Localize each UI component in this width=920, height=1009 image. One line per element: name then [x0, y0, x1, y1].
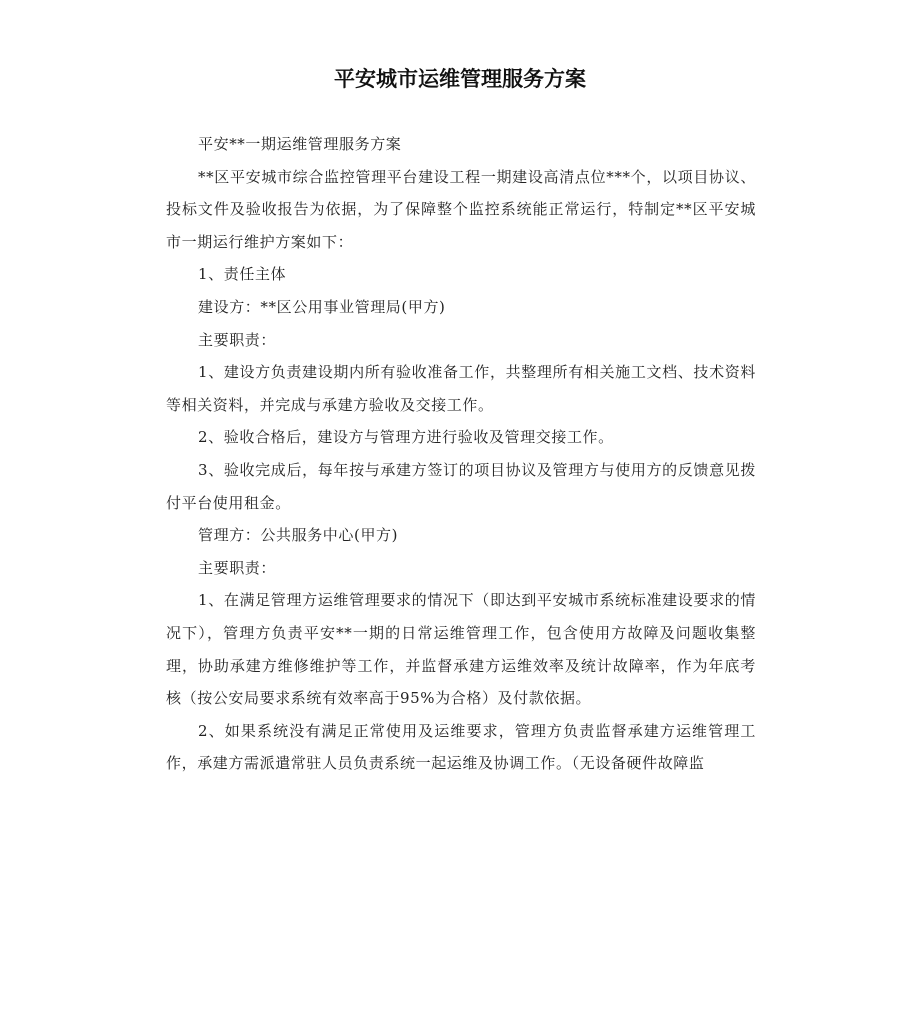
- paragraph-manager: 管理方：公共服务中心(甲方): [198, 526, 399, 545]
- document-body: [166, 128, 756, 780]
- paragraph-section-responsibility: 1、责任主体: [198, 265, 287, 284]
- paragraph-builder: 建设方：**区公用事业管理局(甲方): [198, 297, 446, 316]
- paragraph-builder-duties-heading: 主要职责：: [198, 330, 277, 349]
- paragraph-builder-duty-1: 1、建设方负责建设期内所有验收准备工作，共整理所有相关施工文档、技术资料等相关资料，并完成与承建方验收及交接工作。: [166, 363, 756, 414]
- paragraph-builder-duty-2: 2、验收合格后，建设方与管理方进行验收及管理交接工作。: [198, 428, 614, 447]
- paragraph-manager-duty-1: 1、在满足管理方运维管理要求的情况下（即达到平安城市系统标准建设要求的情况下），管理方负责平安**一期的日常运维管理工作，包含使用方故障及问题收集整理，协助承建方维修维护等工作，并监督承建方运维效率及统计故障率，作为年底考核（按公安局要求系统有效率高于95%为合格）及付款依据。: [166, 591, 756, 708]
- paragraph-builder-duty-3: 3、验收完成后，每年按与承建方签订的项目协议及管理方与使用方的反馈意见拨付平台使用租金。: [166, 460, 756, 512]
- paragraph-manager-duties-heading: 主要职责：: [198, 558, 277, 577]
- document-title: 平安城市运维管理服务方案: [334, 67, 586, 91]
- paragraph-manager-duty-2: 2、如果系统没有满足正常使用及运维要求，管理方负责监督承建方运维管理工作，承建方需派遣常驻人员负责系统一起运维及协调工作。（无设备硬件故障监: [166, 721, 756, 773]
- paragraph-intro: **区平安城市综合监控管理平台建设工程一期建设高清点位***个，以项目协议、投标文件及验收报告为依据，为了保障整个监控系统能正常运行，特制定**区平安城市一期运行维护方案如下：: [166, 167, 756, 251]
- paragraph-project-name: 平安**一期运维管理服务方案: [198, 135, 402, 153]
